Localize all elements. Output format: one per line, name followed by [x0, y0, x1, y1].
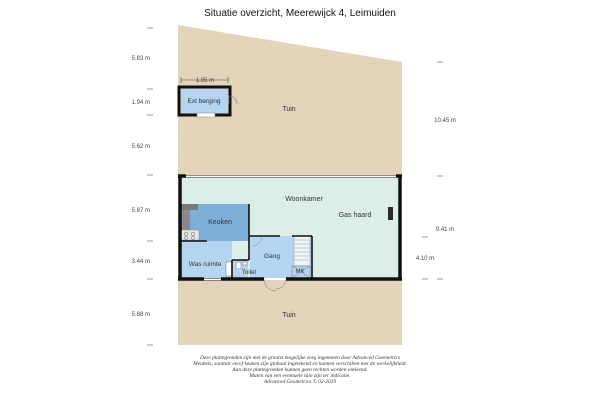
dim-berging-width: 1.95 m — [195, 78, 215, 84]
dim-right-small: 4.10 m — [415, 256, 435, 262]
mk-label: MK — [295, 269, 305, 275]
tuin-back-label: Tuin — [282, 106, 296, 113]
dim-left-6: 5.88 m — [131, 312, 150, 318]
kitchen-hob — [181, 230, 199, 240]
was-ruimte-label: Was ruimte — [188, 261, 222, 268]
staircase — [294, 236, 310, 266]
right-dimension-ticks — [422, 62, 443, 279]
dim-right-mid: 9.41 m — [435, 227, 455, 233]
dim-left-3: 5.62 m — [131, 144, 150, 150]
disclaimer-line: Meubels, sanitair en/of keuken zijn globaal ingetekend en kunnen verschillen met de werkelijkheid. — [193, 361, 407, 367]
dim-left-4: 5.87 m — [131, 208, 150, 214]
back-windows — [186, 176, 396, 178]
woonkamer-label: Woonkamer — [285, 196, 323, 203]
keuken-label: Keuken — [208, 219, 232, 226]
dim-left-5: 3.44 m — [131, 259, 150, 265]
was-ruimte-floor — [181, 241, 232, 278]
disclaimer-line: Deze plattegronden zijn met de grootst mogelijke zorg ingemeten door Advanced Geometrics — [199, 355, 401, 361]
ext-berging-step — [197, 113, 215, 117]
front-windows — [204, 279, 221, 281]
left-dimension-ticks — [147, 28, 153, 345]
washing-machine — [226, 262, 232, 276]
tuin-front-label: Tuin — [282, 312, 296, 319]
toilet-bowl — [236, 262, 241, 269]
disclaimer-line: Advanced Geometrics © 02-2019 — [263, 379, 337, 385]
kitchen-counter-top — [181, 204, 198, 210]
gas-haard-label: Gas haard — [338, 212, 372, 219]
gang-label: Gang — [264, 253, 280, 260]
dim-right-total: 10.45 m — [434, 118, 456, 124]
dim-left-1: 5.83 m — [131, 56, 150, 62]
page-title: Situatie overzicht, Meerewijck 4, Leimuiden — [204, 8, 396, 19]
toilet-sink — [243, 262, 247, 265]
disclaimer-line: Aan deze plattegronden kunnen geen rechten worden ontleend. — [232, 367, 368, 373]
gas-haard-unit — [388, 207, 393, 220]
toilet-label: Toilet — [241, 270, 257, 276]
disclaimer-line: Maten van een eventuele tuin zijn ter indicatie. — [249, 373, 351, 379]
dim-left-2: 1.94 m — [131, 100, 150, 106]
ext-berging-label: Ext berging — [187, 98, 221, 105]
disclaimer — [0, 355, 600, 385]
